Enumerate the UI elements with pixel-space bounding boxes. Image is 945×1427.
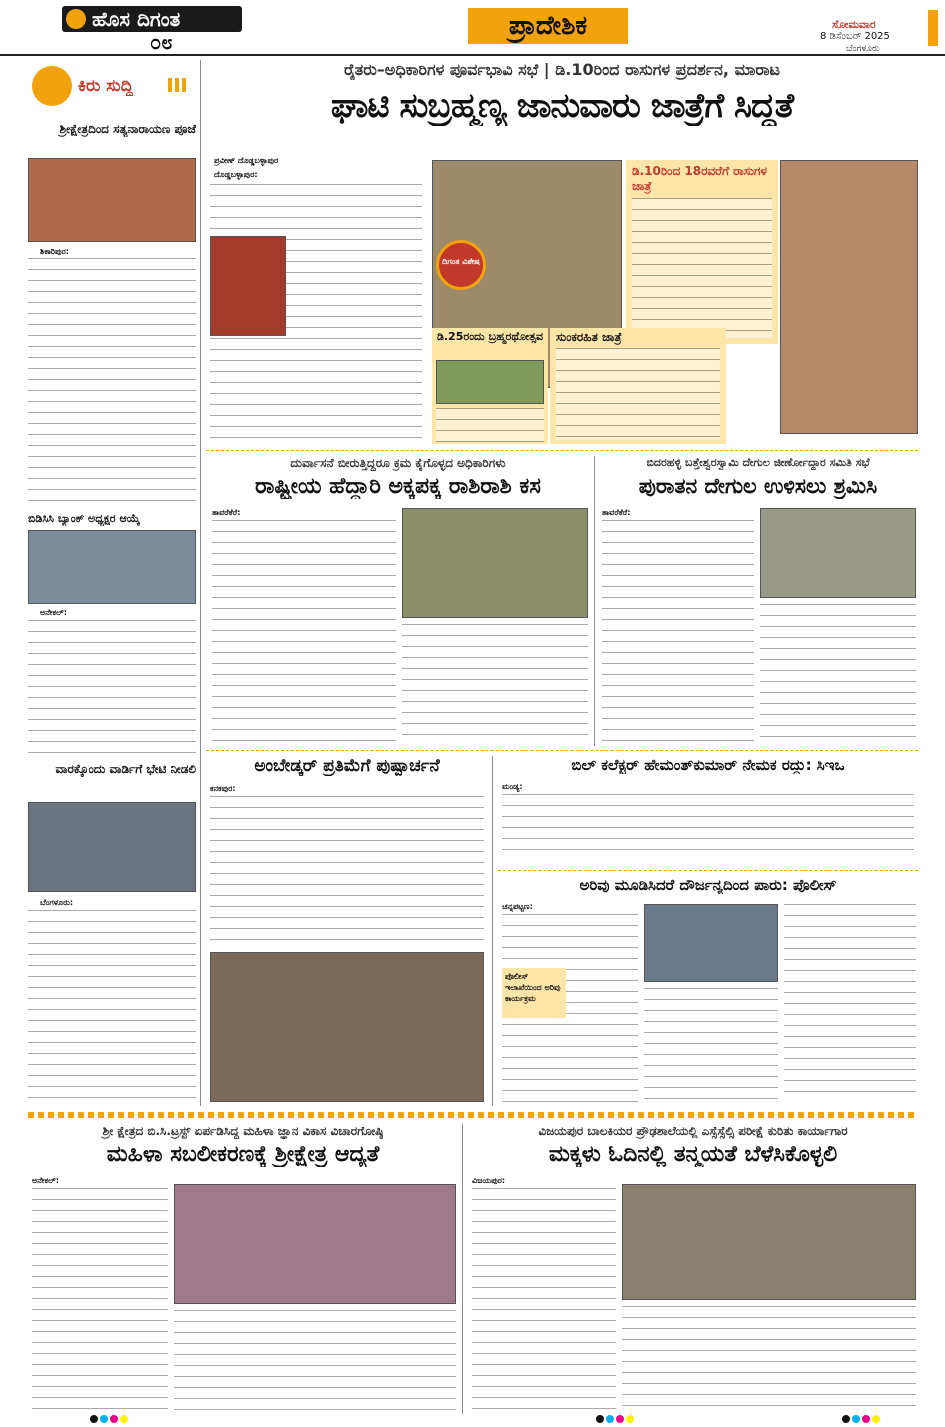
- brief-2-photo: [28, 530, 196, 604]
- lead-info-box-3: [550, 328, 726, 444]
- chevron-right-icon: [168, 78, 188, 92]
- women-headline: ಮಹಿಳಾ ಸಬಲೀಕರಣಕ್ಕೆ ಶ್ರೀಕ್ಷೇತ್ರ ಆದ್ಯತೆ: [106, 1142, 380, 1167]
- temple-story: [598, 456, 918, 746]
- police-body-2: [644, 988, 778, 1102]
- column-rule: [594, 456, 595, 746]
- brief-1-headline: ಶ್ರೀಕ್ಷೇತ್ರದಿಂದ ಸತ್ಯನಾರಾಯಣ ಪೂಜೆ: [59, 122, 196, 136]
- garbage-body-2: [402, 624, 588, 742]
- garbage-headline: ರಾಷ್ಟ್ರೀಯ ಹೆದ್ದಾರಿ ಅಕ್ಕಪಕ್ಕ ರಾಶಿರಾಶಿ ಕಸ: [255, 474, 541, 499]
- page-number: ೦೮: [150, 30, 173, 54]
- section-divider: [206, 750, 918, 751]
- column-rule: [492, 756, 493, 1106]
- column-rule: [462, 1124, 463, 1414]
- brief-2-body: [28, 620, 196, 756]
- lead-place: ದೊಡ್ಡಬಳ್ಳಾಪುರ:: [214, 170, 258, 179]
- edition-date: 8 ಡಿಸೆಂಬರ್ 2025: [820, 31, 890, 42]
- brief-3-photo: [28, 802, 196, 892]
- police-pull-quote: ಪೊಲೀಸ್ ಇಲಾಖೆಯಿಂದ ಅರಿವು ಕಾರ್ಯಕ್ರಮ: [502, 968, 566, 1018]
- brief-1-place: ಶಿಕಾರಿಪುರ:: [40, 247, 69, 256]
- ambedkar-headline: ಅಂಬೇಡ್ಕರ್ ಪ್ರತಿಮೆಗೆ ಪುಷ್ಪಾರ್ಚನೆ: [254, 756, 440, 776]
- lead-story: [206, 60, 918, 446]
- police-headline: ಅರಿವು ಮೂಡಿಸಿದರೆ ದೌರ್ಜನ್ಯದಿಂದ ಪಾರು: ಪೊಲೀಸ್: [579, 876, 837, 894]
- garbage-kicker: ದುರ್ವಾಸನೆ ಬೀರುತ್ತಿದ್ದರೂ ಕ್ರಮ ಕೈಗೊಳ್ಳದ ಅಧಿಕಾರಿಗಳು: [290, 456, 506, 470]
- bill-collector-story: [498, 756, 918, 866]
- section-divider: [206, 450, 918, 451]
- section-title: ಪ್ರಾದೇಶಿಕ: [468, 8, 628, 44]
- special-report-badge: ದಿಗಂತ ವಿಶೇಷ: [436, 240, 486, 290]
- temple-photo: [760, 508, 916, 598]
- pointing-hand-icon: [32, 66, 72, 106]
- edition-day: ಸೋಮವಾರ: [832, 18, 876, 31]
- temple-tower-photo: [780, 160, 918, 434]
- ambedkar-story: [206, 756, 488, 1106]
- sslc-headline: ಮಕ್ಕಳು ಓದಿನಲ್ಲಿ ತನ್ಮಯತೆ ಬೆಳೆಸಿಕೊಳ್ಳಲಿ: [548, 1142, 838, 1167]
- box2-body: [436, 408, 544, 442]
- sslc-story: [468, 1124, 918, 1414]
- women-photo: [174, 1184, 456, 1304]
- brief-3-body: [28, 910, 196, 1100]
- ambedkar-photo: [210, 952, 484, 1102]
- temple-place: ತಾವರೆಕೆರೆ:: [602, 508, 631, 517]
- temple-headline: ಪುರಾತನ ದೇಗುಲ ಉಳಿಸಲು ಶ್ರಮಿಸಿ: [638, 474, 878, 498]
- box3-body: [556, 348, 720, 440]
- police-body-3: [784, 904, 916, 1102]
- sslc-body-1: [472, 1188, 616, 1410]
- temple-kicker: ಬಿದರಹಳ್ಳಿ ಬತ್ತೇಶ್ವರಸ್ವಾಮಿ ದೇಗುಲ ಜೀರ್ಣೋದ್ಧಾರ ಸಮಿತಿ ಸಭೆ: [646, 456, 870, 469]
- women-body-2: [174, 1310, 456, 1410]
- brief-news-brand: ಕಿರು ಸುದ್ದಿ: [78, 76, 134, 96]
- bill-collector-body: [502, 794, 914, 860]
- sslc-photo: [622, 1184, 916, 1300]
- accent-bar: [928, 10, 938, 46]
- women-kicker: ಶ್ರೀ ಕ್ಷೇತ್ರದ ಬಿ.ಸಿ.ಟ್ರಸ್ಟ್ ಏರ್ಪಡಿಸಿದ್ದ ಮಹಿಳಾ ಜ್ಞಾನ ವಿಕಾಸ ವಿಚಾರಗೋಷ್ಠಿ: [102, 1124, 384, 1138]
- lead-info-box-2: [432, 328, 548, 444]
- women-place: ಅನೇಕಲ್:: [32, 1176, 59, 1185]
- temple-body-2: [760, 604, 916, 742]
- box2-photo: [436, 360, 544, 404]
- sslc-kicker: ವಿಜಯಪುರ ಬಾಲಕಿಯರ ಪ್ರೌಢಶಾಲೆಯಲ್ಲಿ ಎಸ್ಸೆಸ್ಸೆಲ್ಸಿ ಪರೀಕ್ಷೆ ಕುರಿತು ಕಾರ್ಯಾಗಾರ: [538, 1124, 848, 1138]
- logo-emblem-icon: [66, 9, 86, 29]
- sslc-place: ವಿಜಯಪುರ:: [472, 1176, 506, 1185]
- women-empowerment-story: [28, 1124, 458, 1414]
- police-photo: [644, 904, 778, 982]
- brief-3-headline: ವಾರಕ್ಕೊಂದು ವಾರ್ಡಿಗೆ ಭೇಟಿ ನೀಡಲಿ: [55, 762, 196, 776]
- lead-kicker: ರೈತರು–ಅಧಿಕಾರಿಗಳ ಪೂರ್ವಭಾವಿ ಸಭೆ | ಡಿ.10ರಿಂದ ರಾಸುಗಳ ಪ್ರದರ್ಶನ, ಮಾರಾಟ: [344, 60, 780, 79]
- brief-1-body: [28, 258, 196, 506]
- lead-idol-photo: [210, 236, 286, 336]
- section-divider: [498, 870, 918, 871]
- box1-body: [632, 198, 772, 338]
- masthead: [0, 0, 945, 56]
- ambedkar-place: ಕನಕಪುರ:: [210, 784, 236, 793]
- sslc-body-2: [622, 1306, 916, 1410]
- column-rule: [200, 60, 201, 1106]
- box1-title: ಡಿ.10ರಿಂದ 18ರವರೆಗೆ ರಾಸುಗಳ ಜಾತ್ರೆ: [632, 164, 767, 193]
- brief-2-place: ಅನೇಕಲ್:: [40, 608, 67, 617]
- box2-title: ಡಿ.25ರಂದು ಬ್ರಹ್ಮರಥೋತ್ಸವ: [436, 330, 544, 343]
- ambedkar-body: [210, 796, 484, 946]
- temple-body-1: [602, 520, 754, 742]
- brief-news-column: [28, 62, 196, 1102]
- women-body-1: [32, 1188, 168, 1410]
- edition-city: ಬೆಂಗಳೂರು: [846, 44, 880, 54]
- lead-info-box-1: [626, 160, 778, 344]
- brief-3-place: ಬೆಂಗಳೂರು:: [40, 898, 74, 907]
- bill-collector-headline: ಬಿಲ್ ಕಲೆಕ್ಟರ್ ಹೇಮಂತ್‌ಕುಮಾರ್ ನೇಮಕ ರದ್ದು: ಸಿಇಒ: [571, 756, 845, 774]
- section-stripe: [28, 1112, 918, 1118]
- lead-headline: ಘಾಟಿ ಸುಬ್ರಹ್ಮಣ್ಯ ಜಾನುವಾರು ಜಾತ್ರೆಗೆ ಸಿದ್ಧತೆ: [330, 86, 794, 126]
- police-story: [498, 876, 918, 1106]
- bill-collector-place: ಮಂಡ್ಯ:: [502, 782, 523, 791]
- garbage-body-1: [212, 520, 396, 742]
- police-place: ಚನ್ನಪಟ್ಟಣ:: [502, 902, 533, 911]
- box3-title: ಸುಂಕರಹಿತ ಜಾತ್ರೆ: [556, 330, 622, 344]
- garbage-place: ತಾವರೆಕೆರೆ:: [212, 508, 241, 517]
- newspaper-logo: ಹೊಸ ದಿಗಂತ: [62, 6, 242, 32]
- lead-byline: ಪ್ರವೀಣ್ ದೊಡ್ಡಬಳ್ಳಾಪುರ: [214, 156, 279, 165]
- brief-1-photo: [28, 158, 196, 242]
- garbage-story: [206, 456, 590, 746]
- garbage-photo: [402, 508, 588, 618]
- brief-2-headline: ಬಿಡಿಸಿಸಿ ಬ್ಯಾಂಕ್ ಅಧ್ಯಕ್ಷರ ಆಯ್ಕೆ: [28, 512, 140, 525]
